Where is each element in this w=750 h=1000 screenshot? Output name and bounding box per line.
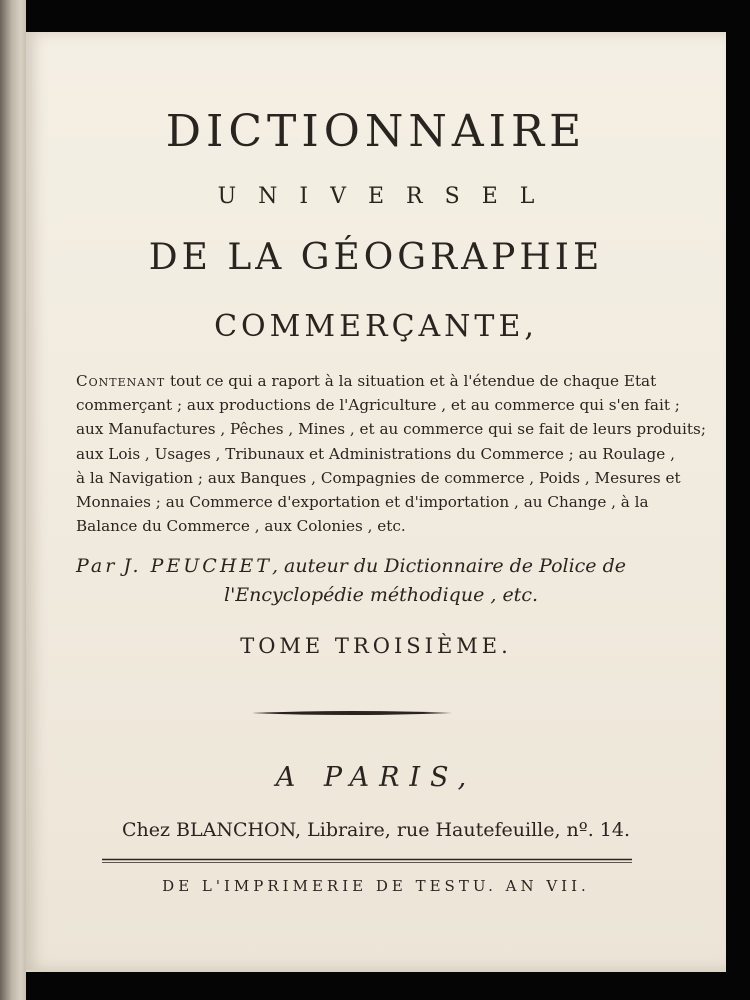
- contents-line: à la Navigation ; aux Banques , Compagnies de commerce , Poids , Mesures et: [76, 468, 681, 487]
- contents-lead-word: Contenant: [76, 372, 166, 390]
- contents-line-text: tout ce qui a raport à la situation et à l'étendue de chaque Etat: [170, 372, 657, 390]
- title-commercante: COMMERÇANTE,: [214, 309, 538, 344]
- imprint-city: A PARIS,: [275, 762, 477, 793]
- contents-line: aux Lois , Usages , Tribunaux et Administrations du Commerce ; au Roulage ,: [76, 444, 675, 463]
- title-geographie: DE LA GÉOGRAPHIE: [148, 237, 604, 278]
- imprint-publisher: Chez BLANCHON, Libraire, rue Hautefeuille, nº. 14.: [121, 819, 631, 841]
- contents-description: [76, 369, 706, 538]
- title-page: [26, 32, 726, 970]
- author-credit-line2: l'Encyclopédie méthodique , etc.: [224, 584, 539, 606]
- contents-line: Balance du Commerce , aux Colonies , etc.: [76, 517, 406, 536]
- contents-line: Monnaies ; au Commerce d'exportation et d'importation , au Change , à la: [76, 493, 649, 512]
- double-rule: [102, 858, 632, 864]
- imprint-printer: DE L'IMPRIMERIE DE TESTU. AN VII.: [162, 877, 590, 895]
- author-credit: , auteur du Dictionnaire de Police de: [271, 555, 626, 577]
- author-par: Par: [76, 555, 118, 577]
- author-name: J. PEUCHET: [123, 555, 272, 577]
- ornamental-rule: [252, 710, 452, 716]
- title-universel: UNIVERSEL: [217, 184, 557, 209]
- author-statement: [76, 552, 678, 610]
- contents-line: [76, 369, 678, 393]
- contents-line: aux Manufactures , Pêches , Mines , et au commerce qui se fait de leurs produits;: [76, 420, 706, 439]
- title-dictionnaire: DICTIONNAIRE: [165, 106, 587, 157]
- volume-number: TOME TROISIÈME.: [240, 634, 512, 658]
- contents-line: commerçant ; aux productions de l'Agriculture , et au commerce qui s'en fait ;: [76, 396, 680, 415]
- book-spine: [0, 0, 26, 1000]
